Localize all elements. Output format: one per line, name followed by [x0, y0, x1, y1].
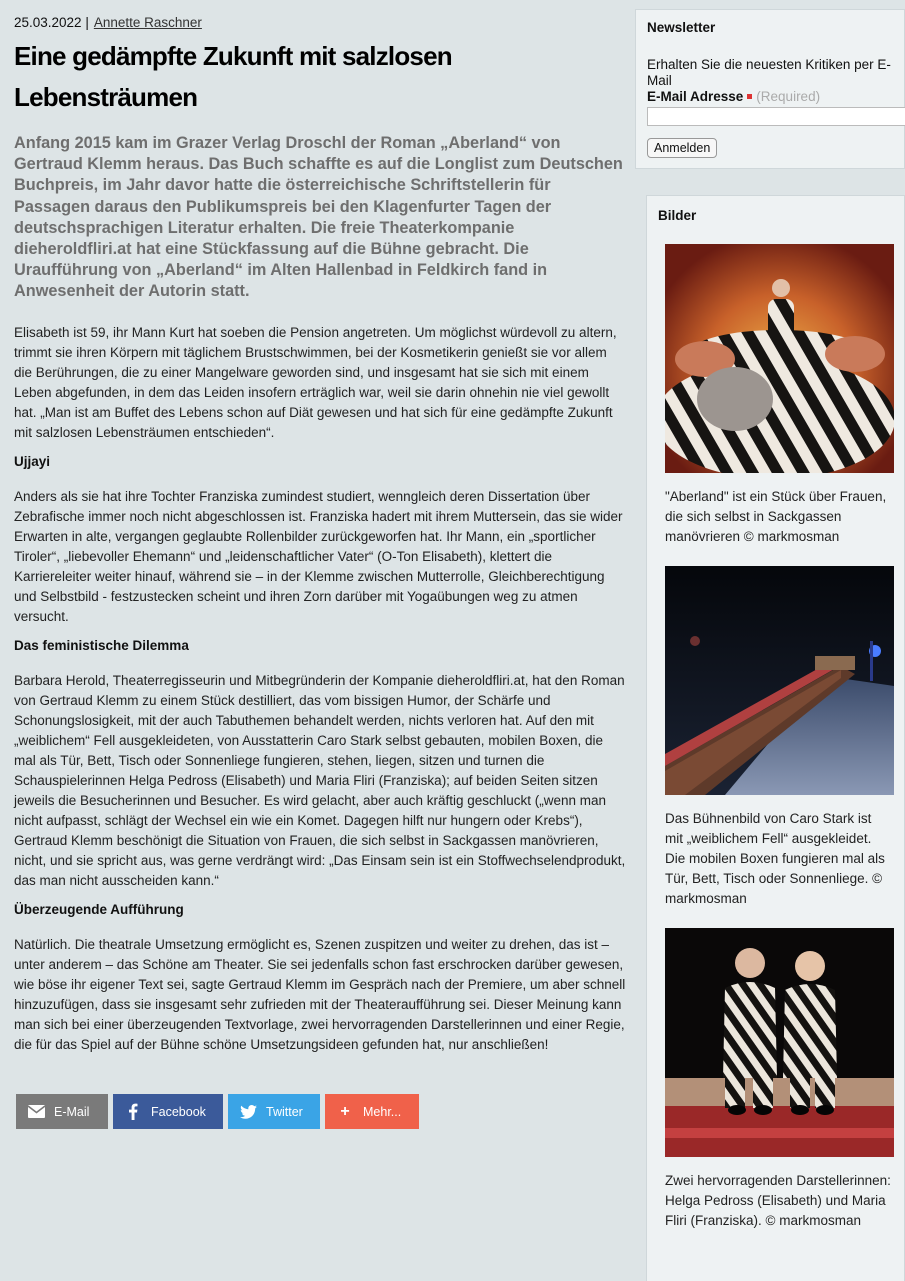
- article: [14, 14, 626, 1120]
- photo-stage-set[interactable]: [665, 566, 894, 795]
- envelope-icon: [26, 1102, 46, 1122]
- photo-caption: Das Bühnenbild von Caro Stark ist mit „weiblichem Fell“ ausgekleidet. Die mobilen Boxen fungieren mal als Tür, Bett, Tisch oder Sonnenliege. © markmosman: [665, 811, 885, 906]
- article-date: 25.03.2022 |: [14, 15, 89, 30]
- email-field[interactable]: [647, 107, 905, 126]
- required-text: (Required): [756, 89, 821, 104]
- share-twitter-button[interactable]: [228, 1094, 320, 1129]
- sidebar: [635, 9, 905, 1281]
- paragraph: Barbara Herold, Theaterregisseurin und Mitbegründerin der Kompanie dieheroldfliri.at, hat den Roman von Gertraud Klemm zu einem Stück destilliert, das vom bissigen Humor, der Schärfe und Schonungslosigkeit, mit der auch Tabuthemen behandelt werden, nichts verloren hat. Auf den mit „weiblichem“ Fell ausgekleideten, von Ausstatterin Caro Stark selbst gebauten, mobilen Boxen, die mal als Tür, Bett, Tisch oder Sonnenliege fungieren, stehen, liegen, sitzen und turnen die Schauspielerinnen Helga Pedross (Elisabeth) und Maria Fliri (Franziska); auf beiden Seiten sitzen jeweils die Besucherinnen und Besucher. Es wird gelacht, aber auch kräftig geschluckt („wenn man nicht aufpasst, schlägt der Wechsel ein wie ein Komet. Dagegen hilft nur hungern oder Krebs“), Gertraud Klemm beschönigt die Situation von Frauen, die sich selbst in Sackgassen manövrieren, nicht, und sie spricht aus, was gerne verdrängt wird: „Das Einsam sein ist ein Stoffwechselendprodukt, das man nicht ausscheiden kann.“: [14, 672, 626, 888]
- newsletter-box: [635, 9, 905, 169]
- photo-two-actresses[interactable]: [665, 928, 894, 1157]
- newsletter-text: Erhalten Sie die neuesten Kritiken per E-Mail: [647, 57, 891, 88]
- share-more-button[interactable]: [325, 1094, 419, 1129]
- photo-aberland-dress[interactable]: [665, 244, 894, 473]
- share-twitter-label: Twitter: [266, 1104, 303, 1119]
- article-title: Eine gedämpfte Zukunft mit salzlosen Lebensträumen: [14, 41, 452, 112]
- paragraph: Elisabeth ist 59, ihr Mann Kurt hat soeben die Pension angetreten. Um möglichst würdevoll zu altern, trimmt sie ihren Körpern mit täglichem Brustschwimmen, bei der Kosmetikerin genießt sie vor allem die Berührungen, die zu einer Mangelware geworden sind, und insgesamt hat sie sich mit einem Leben abgefunden, in dem das Leiden insofern erträglich war, weil sie darin ohnehin nie viel gewollt hat. „Man ist am Buffet des Lebens schon auf Diät gewesen und hat sich für eine gedämpfte Zukunft mit salzlosen Lebensträumen entschieden“.: [14, 324, 617, 440]
- facebook-icon: [123, 1102, 143, 1122]
- plus-icon: +: [340, 1102, 350, 1120]
- newsletter-title: Newsletter: [647, 20, 716, 35]
- paragraph: Anders als sie hat ihre Tochter Franziska zumindest studiert, wenngleich deren Dissertation über Zebrafische immer noch nicht abgeschlossen ist. Franziska hadert mit ihrem Muttersein, das sie wider Erwarten in alte, vergangen geglaubte Rollenbilder zurückgeworfen hat. Ihr Mann, ein „sportlicher Tiroler“, „liebevoller Ehemann“ und „leidenschaftlicher Vater“ (O-Ton Elisabeth), klettert die Karriereleiter weiter hinauf, während sie – in der Klemme zwischen Mutterrolle, Gleichberechtigung und Selbstbild - festzustecken scheint und ihren Zorn darüber mit Yogaübungen weg zu atmen versucht.: [14, 488, 623, 624]
- subheading: Ujjayi: [14, 453, 51, 469]
- author-link[interactable]: Annette Raschner: [93, 15, 202, 30]
- pictures-box: [646, 195, 905, 1281]
- share-more-label: Mehr...: [363, 1104, 402, 1119]
- subscribe-button[interactable]: Anmelden: [647, 138, 717, 158]
- share-email-label: E-Mail: [54, 1104, 90, 1119]
- article-meta: [14, 14, 626, 32]
- email-label-text: E-Mail Adresse: [647, 89, 744, 104]
- subheading: Überzeugende Aufführung: [14, 901, 184, 917]
- photo-caption: Zwei hervorragenden Darstellerinnen: Helga Pedross (Elisabeth) und Maria Fliri (Franziska). © markmosman: [665, 1173, 891, 1228]
- photo-caption: "Aberland" ist ein Stück über Frauen, die sich selbst in Sackgassen manövrieren © markmosman: [665, 489, 887, 544]
- share-email-button[interactable]: [16, 1094, 108, 1129]
- paragraph: Natürlich. Die theatrale Umsetzung ermöglicht es, Szenen zuspitzen und weiter zu drehen, das ist – unter anderem – das Schöne am Theater. Sie sei jedenfalls schon fast erschrocken darüber gewesen, wie böse ihr eigener Text sei, sagte Gertraud Klemm im Gespräch nach der Premiere, um aber schnell hinzuzufügen, dass sie insgesamt sehr zufrieden mit der Theateraufführung sei. Dieser Meinung kann man sich bei einer überzeugenden Textvorlage, zwei hervorragenden Darstellerinnen und einer Regie, die für das Spiel auf der Bühne schöne Umsetzungsideen gefunden hat, nur anschließen!: [14, 936, 626, 1052]
- email-label: [647, 89, 904, 105]
- article-lead: Anfang 2015 kam im Grazer Verlag Droschl der Roman „Aberland“ von Gertraud Klemm heraus. Das Buch schaffte es auf die Longlist zum Deutschen Buchpreis, im Jahr davor hatte die österreichische Schriftstellerin für Passagen daraus den Publikumspreis bei den Klagenfurter Tagen der deutschsprachigen Literatur erhalten. Die freie Theaterkompanie dieheroldfliri.at hat eine Stückfassung auf die Bühne gebracht. Die Uraufführung von „Aberland“ im Alten Hallenbad in Feldkirch fand in Anwesenheit der Autorin statt.: [14, 134, 623, 301]
- twitter-bird-icon: [238, 1102, 258, 1122]
- share-facebook-label: Facebook: [151, 1104, 206, 1119]
- share-facebook-button[interactable]: [113, 1094, 223, 1129]
- required-marker-icon: [747, 94, 752, 99]
- pictures-title: Bilder: [658, 208, 697, 223]
- subheading: Das feministische Dilemma: [14, 637, 189, 653]
- share-bar: [16, 1094, 419, 1129]
